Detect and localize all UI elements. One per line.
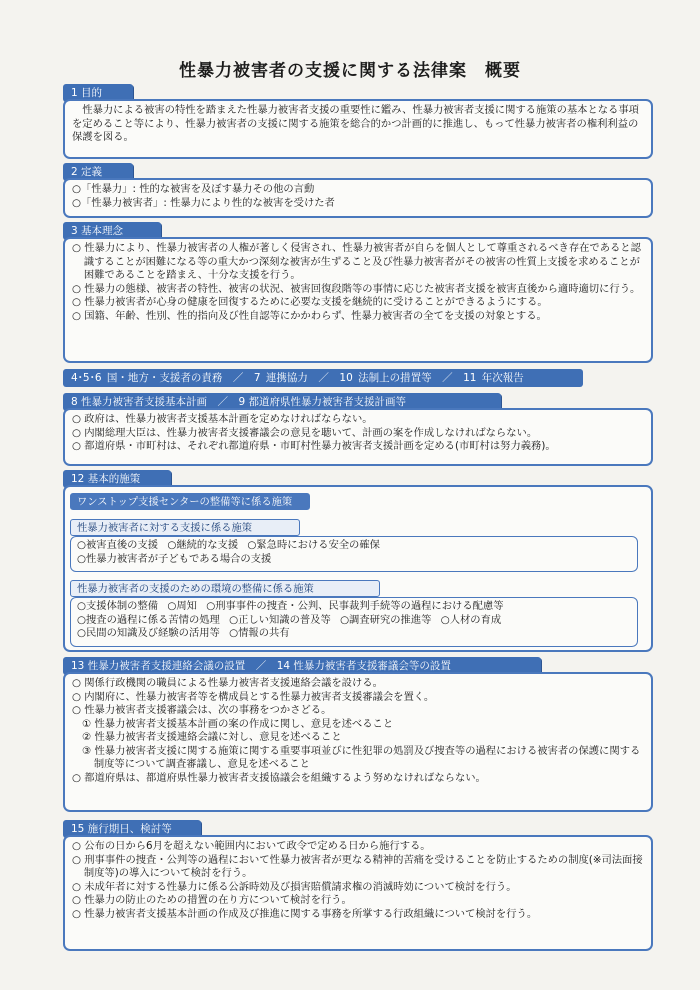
measure-item: ○性暴力被害者が子どもである場合の支援 [77, 552, 272, 565]
measure-item: ○捜査の過程に係る苦情の処理 [77, 613, 220, 626]
section-1-box [63, 99, 653, 159]
plan-item: ○ 内閣総理大臣は、性暴力被害者支援審議会の意見を聴いて、計画の案を作成しなければならない。 [72, 426, 538, 439]
measure-item: ○継続的な支援 [167, 539, 239, 551]
council-subitem: ① 性暴力被害者支援基本計画の案の作成に関し、意見を述べること [82, 717, 394, 730]
environment-label: 性暴力被害者の支援のための環境の整備に係る施策 [70, 580, 380, 597]
plan-item: ○ 都道府県・市町村は、それぞれ都道府県・市町村性暴力被害者支援計画を定める(市町村は努力義務)。 [72, 440, 556, 452]
section-15-box [63, 835, 653, 951]
section-4-11-bar: 4･5･6 国・地方・支援者の責務 ／ 7 連携協力 ／ 10 法制上の措置等 ／ 11 年次報告 [63, 369, 583, 387]
environment-box [70, 597, 638, 647]
environment-row [77, 600, 631, 614]
section-8-label: 8 性暴力被害者支援基本計画 ／ 9 都道府県性暴力被害者支援計画等 [63, 393, 501, 411]
measure-item: ○情報の共有 [229, 627, 290, 639]
council-subitem: ③ 性暴力被害者支援に関する施策に関する重要事項並びに性犯罪の処罰及び捜査等の過程における被害者の保護に関する制度等について調査審議し、意見を述べること [82, 744, 641, 770]
measure-item: ○正しい知識の普及等 [229, 613, 331, 626]
enforcement-item: ○ 公布の日から6月を超えない範囲内において政令で定める日から施行する。 [72, 840, 431, 852]
measure-item: ○緊急時における安全の確保 [247, 539, 380, 551]
definition-item: ○「性暴力」: 性的な被害を及ぼす暴力その他の言動 [72, 183, 315, 195]
principle-item: ○ 性暴力により、性暴力被害者の人権が著しく侵害され、性暴力被害者が自らを個人として尊重されるべき存在であると認識することが困難になる等の重大かつ深刻な被害が生ずること及び性暴力被害者がその被害の性質上支援を求めることが困難であることを踏まえ、十分な支援を行う。 [72, 242, 641, 281]
plan-item: ○ 政府は、性暴力被害者支援基本計画を定めなければならない。 [72, 413, 373, 425]
measure-item: ○周知 [167, 600, 197, 612]
enforcement-item: ○ 性暴力被害者支援基本計画の作成及び推進に関する事務を所掌する行政組織について検討を行う。 [72, 907, 538, 920]
council-item: ○ 内閣府に、性暴力被害者等を構成員とする性暴力被害者支援審議会を置く。 [72, 690, 435, 703]
section-3-box [63, 237, 653, 363]
council-item: ○ 都道府県は、都道府県性暴力被害者支援協議会を組織するよう努めなければならない。 [72, 771, 486, 784]
section-2-label: 2 定義 [63, 163, 133, 181]
principle-item: ○ 性暴力被害者が心身の健康を回復するために必要な支援を継続的に受けることができるようにする。 [72, 296, 548, 308]
definition-item: ○「性暴力被害者」: 性暴力により性的な被害を受けた者 [72, 196, 335, 209]
measure-item: ○被害直後の支援 [77, 539, 159, 551]
measure-item: ○刑事事件の捜査・公判、民事裁判手続等の過程における配慮等 [206, 600, 504, 612]
onestop-center-label: ワンストップ支援センターの整備等に係る施策 [70, 493, 310, 510]
council-subitem: ② 性暴力被害者支援連絡会議に対し、意見を述べること [82, 731, 342, 743]
section-1-label: 1 目的 [63, 84, 133, 102]
principle-item: ○ 性暴力の態様、被害者の特性、被害の状況、被害回復段階等の事情に応じた被害者支援を被害直後から適時適切に行う。 [72, 282, 641, 295]
section-1-text: 性暴力による被害の特性を踏まえた性暴力被害者支援の重要性に鑑み、性暴力被害者支援に関する施策の基本となる事項を定めること等により、性暴力被害者の支援に関する施策を総合的かつ計画的に推進し、もって性暴力被害者の権利利益の保護を図る。 [72, 104, 639, 143]
measure-item: ○人材の育成 [440, 613, 502, 626]
enforcement-item: ○ 刑事事件の捜査・公判等の過程において性暴力被害者が更なる精神的苦痛を受けることを防止するための制度(※司法面接制度等)の導入について検討を行う。 [72, 853, 643, 879]
council-item: ○ 関係行政機関の職員による性暴力被害者支援連絡会議を設ける。 [72, 677, 383, 689]
section-13-box [63, 672, 653, 812]
council-item: ○ 性暴力被害者支援審議会は、次の事務をつかさどる。 [72, 704, 332, 716]
victim-support-row [77, 539, 631, 553]
measure-item: ○支援体制の整備 [77, 600, 159, 612]
section-12-label: 12 基本的施策 [63, 470, 171, 488]
section-8-box [63, 408, 653, 466]
section-3-label: 3 基本理念 [63, 222, 161, 240]
measure-item: ○調査研究の推進等 [340, 613, 432, 626]
section-2-box [63, 178, 653, 218]
environment-row [77, 614, 631, 628]
enforcement-item: ○ 未成年者に対する性暴力に係る公訴時効及び損害賠償請求権の消滅時効について検討を行う。 [72, 880, 517, 893]
enforcement-item: ○ 性暴力の防止のための措置の在り方について検討を行う。 [72, 894, 352, 906]
measure-item: ○民間の知識及び経験の活用等 [77, 627, 220, 639]
page-title: 性暴力被害者の支援に関する法律案 概要 [179, 61, 521, 81]
victim-support-box [70, 536, 638, 572]
environment-row [77, 627, 631, 641]
principle-item: ○ 国籍、年齢、性別、性的指向及び性自認等にかかわらず、性暴力被害者の全てを支援の対象とする。 [72, 309, 547, 322]
victim-support-label: 性暴力被害者に対する支援に係る施策 [70, 519, 300, 536]
section-13-label: 13 性暴力被害者支援連絡会議の設置 ／ 14 性暴力被害者支援審議会等の設置 [63, 657, 541, 675]
section-15-label: 15 施行期日、検討等 [63, 820, 201, 838]
victim-support-row [77, 553, 631, 567]
